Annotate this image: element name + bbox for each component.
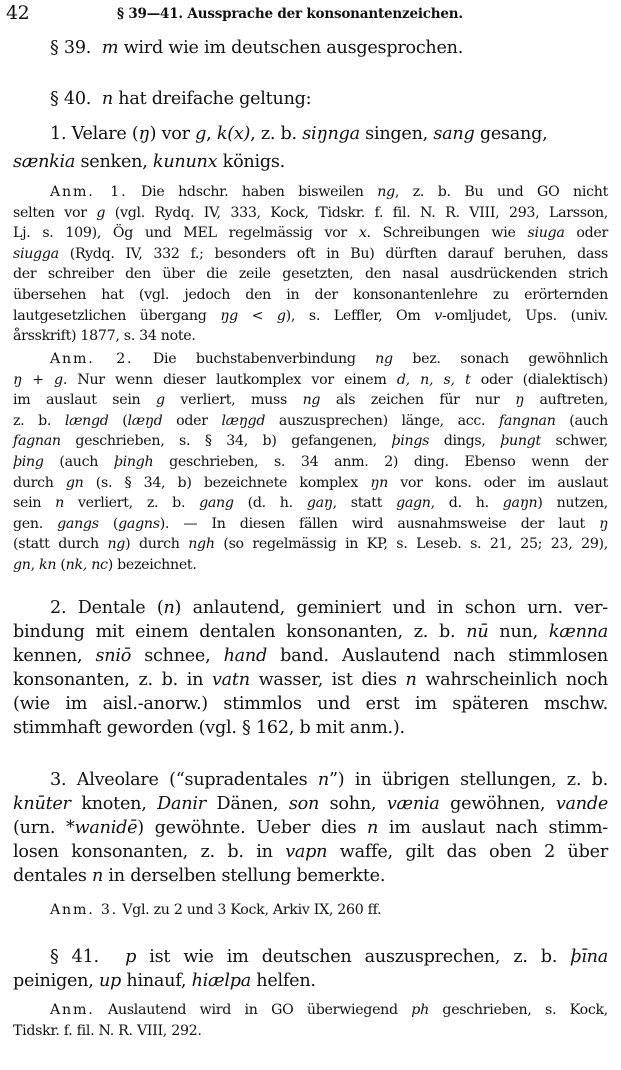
text: (urn. * xyxy=(13,818,75,838)
text-line xyxy=(13,620,608,644)
note-line xyxy=(13,349,608,370)
section-text: wird wie im deutschen ausgesprochen. xyxy=(123,38,464,58)
running-head: § 39—41. Aussprache der konsonantenzeichen. xyxy=(117,6,463,22)
text: . Schreibungen wie xyxy=(366,225,528,242)
item-number: 3. xyxy=(50,770,67,790)
page-number: 42 xyxy=(6,2,30,24)
text: sohn, xyxy=(319,794,387,814)
example: gang xyxy=(199,495,234,512)
paragraph-velare-cont xyxy=(13,150,608,174)
text: , xyxy=(206,124,217,144)
text: verliert, muss xyxy=(164,392,303,409)
text: im auslaut nach stimm- xyxy=(378,818,609,838)
paragraph-dentale xyxy=(13,596,608,740)
text: kennen, xyxy=(13,646,96,666)
text: wasser, ist dies xyxy=(249,670,406,690)
text: waffe, gilt das oben 2 über xyxy=(327,842,608,862)
example: n xyxy=(163,598,175,618)
text: ), s. Leffler, Om xyxy=(285,307,435,324)
example: gagns xyxy=(118,515,160,532)
text: singen, xyxy=(359,124,434,144)
text: oder xyxy=(564,225,608,242)
text-line xyxy=(13,596,608,620)
text: Vgl. zu 2 und 3 Kock, Arkiv IX, 260 ff. xyxy=(118,902,382,918)
example: ngh xyxy=(188,536,215,553)
text: (auch xyxy=(43,453,114,470)
text-line xyxy=(13,864,608,888)
note-line xyxy=(13,534,608,555)
example: knūter xyxy=(13,794,71,814)
example: ŋn xyxy=(370,474,388,491)
example: ŋ xyxy=(599,515,608,532)
text: sein xyxy=(13,495,56,512)
text: ). — In diesen fällen wird ausnahmsweise der laut xyxy=(159,515,600,532)
text: senken, xyxy=(75,152,153,172)
note-line: Tidskr. f. fil. N. R. VIII, 292. xyxy=(13,1022,202,1039)
text: ) anlautend, geminiert und in schon urn. ver- xyxy=(174,598,608,618)
text: (Rydq. IV, 332 f.; besonders oft in Bu) dürften darauf beruhen, dass xyxy=(58,245,608,262)
note-line: årsskrift) 1877, s. 34 note. xyxy=(13,328,196,345)
paragraph-alveolare xyxy=(13,768,608,888)
text: ( xyxy=(56,556,66,573)
text: durch xyxy=(13,474,66,491)
text: Alveolare (“supradentales xyxy=(66,770,318,790)
text: ) vor xyxy=(149,124,196,144)
note-label: Anm. 1. xyxy=(50,184,128,200)
text-line xyxy=(13,840,608,864)
text: wahrscheinlich noch xyxy=(416,670,609,690)
text: ) nutzen, xyxy=(537,495,608,512)
text: (so regelmässig in KP, s. Leseb. s. 21, 25; 23, 29), xyxy=(214,536,609,553)
paragraph-velare xyxy=(13,122,608,146)
velar-n-symbol: ŋ xyxy=(138,124,150,144)
text: (auch xyxy=(555,412,608,429)
text: bindung mit einem dentalen konsonanten, z. b. xyxy=(13,622,467,642)
example: kænna xyxy=(548,622,608,642)
text: hinauf, xyxy=(121,971,192,991)
note-label: Anm. 2. xyxy=(50,351,134,367)
text: lautgesetzlichen übergang xyxy=(13,307,221,324)
example: Danir xyxy=(157,794,206,814)
text: schnee, xyxy=(131,646,224,666)
note-anm-3 xyxy=(13,900,608,921)
text: ”) in übrigen stellungen, z. b. xyxy=(329,770,608,790)
text: Auslautend wird in GO überwiegend xyxy=(94,1002,412,1018)
letter-n: n xyxy=(101,89,113,109)
note-line xyxy=(13,431,608,452)
text: geschrieben, s. § 34, b) gefangenen, xyxy=(60,433,392,450)
page-header xyxy=(4,2,621,26)
example: g xyxy=(195,124,207,144)
text: (statt durch xyxy=(13,536,108,553)
text-line xyxy=(13,792,608,816)
example: sniō xyxy=(95,646,132,666)
example: ng xyxy=(107,536,126,553)
text-line xyxy=(13,816,608,840)
example: n xyxy=(317,770,329,790)
text: geschrieben, s. 34 anm. 2) ding. Ebenso wenn der xyxy=(153,453,608,470)
example: vande xyxy=(555,794,608,814)
example: fagnan xyxy=(13,433,61,450)
text: . Nur wenn dieser lautkomplex vor einem xyxy=(62,371,397,388)
text: , z. b. Bu und GO nicht xyxy=(394,184,609,200)
text: ist wie im deutschen auszusprechen, z. b. xyxy=(136,947,571,967)
text: peinigen, xyxy=(13,971,99,991)
note-line xyxy=(13,473,608,494)
text: ( xyxy=(108,412,128,429)
example: ng xyxy=(302,392,321,409)
text: in derselben stellung bemerkte. xyxy=(103,866,386,886)
text: Velare ( xyxy=(71,124,139,144)
text: ) gewöhnte. Ueber dies xyxy=(137,818,368,838)
example: up xyxy=(98,971,122,991)
text-line: (wie im aisl.-anorw.) stimmlos und erst im späteren mschw. xyxy=(13,694,608,714)
text: ( xyxy=(98,515,119,532)
text: auszusprechen) länge, acc. xyxy=(265,412,499,429)
note-label: Anm. xyxy=(50,1002,95,1018)
text: gen. xyxy=(13,515,58,532)
text-line xyxy=(13,768,608,792)
text: -omljudet, Ups. (univ. xyxy=(441,307,608,324)
item-number: 1. xyxy=(50,124,67,144)
text: band. Auslautend nach stimmlosen xyxy=(267,646,608,666)
text: , xyxy=(30,556,40,573)
text: oder xyxy=(162,412,222,429)
letter-p: p xyxy=(125,947,137,967)
example: þīna xyxy=(570,947,608,967)
text: Dänen, xyxy=(205,794,289,814)
example: ŋ + g xyxy=(13,371,63,388)
example: siuga xyxy=(527,225,565,242)
example: nk, nc xyxy=(65,556,108,573)
example: vapn xyxy=(285,842,328,862)
text: (vgl. Rydq. IV, 333, Kock, Tidskr. f. fil. N. R. VIII, 293, Larsson, xyxy=(105,204,608,221)
text: , d. h. xyxy=(430,495,503,512)
note-line xyxy=(13,223,608,244)
example: ph xyxy=(411,1002,429,1018)
note-line xyxy=(13,203,608,224)
note-anm-1 xyxy=(13,182,608,347)
note-line xyxy=(13,514,608,535)
text: königs. xyxy=(217,152,286,172)
text: konsonanten, z. b. in xyxy=(13,670,212,690)
text: selten vor xyxy=(13,204,97,221)
example: kn xyxy=(39,556,57,573)
example: n xyxy=(91,866,104,886)
text: Dentale ( xyxy=(66,598,164,618)
example: ŋg < g xyxy=(220,307,286,324)
text: , statt xyxy=(332,495,397,512)
example: hiælpa xyxy=(191,971,251,991)
example: gaŋ xyxy=(306,495,333,512)
note-anm-2 xyxy=(13,349,608,576)
example: þings xyxy=(391,433,430,450)
text-line: stimmhaft geworden (vgl. § 162, b mit anm.). xyxy=(13,718,405,738)
example: ng xyxy=(377,184,395,200)
text: gewöhnen, xyxy=(439,794,556,814)
example: fangnan xyxy=(498,412,556,429)
text-line xyxy=(13,945,608,969)
item-number: 2. xyxy=(50,598,67,618)
example: þungt xyxy=(500,433,541,450)
text: Die hdschr. haben bisweilen xyxy=(127,184,378,200)
text: oder (dialektisch) xyxy=(470,371,608,388)
text: z. b. xyxy=(13,412,65,429)
example: længd xyxy=(64,412,109,429)
text: dings, xyxy=(429,433,501,450)
note-line: der schreiber den über die zeile gesetzten, den nasal ausdrückenden strich xyxy=(13,266,608,283)
example: gangs xyxy=(57,515,99,532)
example: kununx xyxy=(152,152,218,172)
example: d, n, s, t xyxy=(396,371,471,388)
example: gaŋn xyxy=(502,495,538,512)
example: þingh xyxy=(113,453,154,470)
text: im auslaut sein xyxy=(13,392,157,409)
example: v xyxy=(434,307,442,324)
text: Die buchstabenverbindung xyxy=(133,351,376,367)
example: k(x) xyxy=(216,124,251,144)
example: sænkia xyxy=(13,152,76,172)
note-line xyxy=(13,900,608,921)
example: siugga xyxy=(13,245,59,262)
note-line xyxy=(13,306,608,327)
text-line xyxy=(13,644,608,668)
example: þing xyxy=(13,453,44,470)
example: g xyxy=(96,204,106,221)
text: dentales xyxy=(13,866,92,886)
note-label: Anm. 3. xyxy=(50,902,118,918)
example: g xyxy=(156,392,165,409)
example: sang xyxy=(433,124,475,144)
text: ) bezeichnet. xyxy=(107,556,197,573)
text: losen konsonanten, z. b. in xyxy=(13,842,286,862)
note-line xyxy=(13,370,608,391)
note-line: übersehen hat (vgl. jedoch den in der konsonantenlehre zu erörternden xyxy=(13,286,608,303)
example: vænia xyxy=(386,794,440,814)
example: gn xyxy=(65,474,84,491)
text: vor kons. oder im auslaut xyxy=(387,474,608,491)
note-line xyxy=(13,411,608,432)
section-text: hat dreifache geltung: xyxy=(118,89,312,109)
note-line xyxy=(13,555,608,576)
text: als zeichen für nur xyxy=(320,392,516,409)
note-line xyxy=(13,182,608,203)
section-39 xyxy=(13,36,608,60)
example: læŋgd xyxy=(221,412,266,429)
text: Lj. s. 109), Ög und MEL regelmässig vor xyxy=(13,225,359,242)
text: gesang, xyxy=(474,124,548,144)
note-line xyxy=(13,244,608,265)
note-anm-41 xyxy=(13,1000,608,1041)
letter-m: m xyxy=(101,38,119,58)
note-line xyxy=(13,452,608,473)
text: , z. b. xyxy=(250,124,303,144)
section-40-heading xyxy=(13,87,608,111)
example: n xyxy=(367,818,379,838)
example: siŋnga xyxy=(302,124,360,144)
text-line xyxy=(13,969,608,993)
example: n xyxy=(405,670,417,690)
note-line xyxy=(13,390,608,411)
example: wanidē xyxy=(74,818,138,838)
example: gn xyxy=(13,556,31,573)
text: (d. h. xyxy=(233,495,307,512)
text: geschrieben, s. Kock, xyxy=(428,1002,608,1018)
example: læŋd xyxy=(127,412,163,429)
section-41 xyxy=(13,945,608,993)
example: gagn xyxy=(396,495,431,512)
text: nun, xyxy=(488,622,549,642)
section-label: § 40. xyxy=(50,89,92,109)
text: knoten, xyxy=(70,794,158,814)
text: bez. sonach gewöhnlich xyxy=(392,351,608,367)
text: verliert, z. b. xyxy=(63,495,200,512)
section-label: § 39. xyxy=(50,38,92,58)
example: son xyxy=(288,794,320,814)
text: auftreten, xyxy=(523,392,608,409)
note-line xyxy=(13,493,608,514)
section-label: § 41. xyxy=(50,947,99,967)
example: n xyxy=(55,495,64,512)
example: hand xyxy=(223,646,268,666)
note-line xyxy=(13,1000,608,1021)
example: x xyxy=(358,225,367,242)
example: ng xyxy=(375,351,393,367)
example: vatn xyxy=(211,670,250,690)
text: helfen. xyxy=(250,971,316,991)
example: ŋ xyxy=(515,392,524,409)
text: (s. § 34, b) bezeichnete komplex xyxy=(83,474,371,491)
example: nū xyxy=(466,622,489,642)
text: ) durch xyxy=(125,536,189,553)
text: schwer, xyxy=(540,433,608,450)
text-line xyxy=(13,668,608,692)
